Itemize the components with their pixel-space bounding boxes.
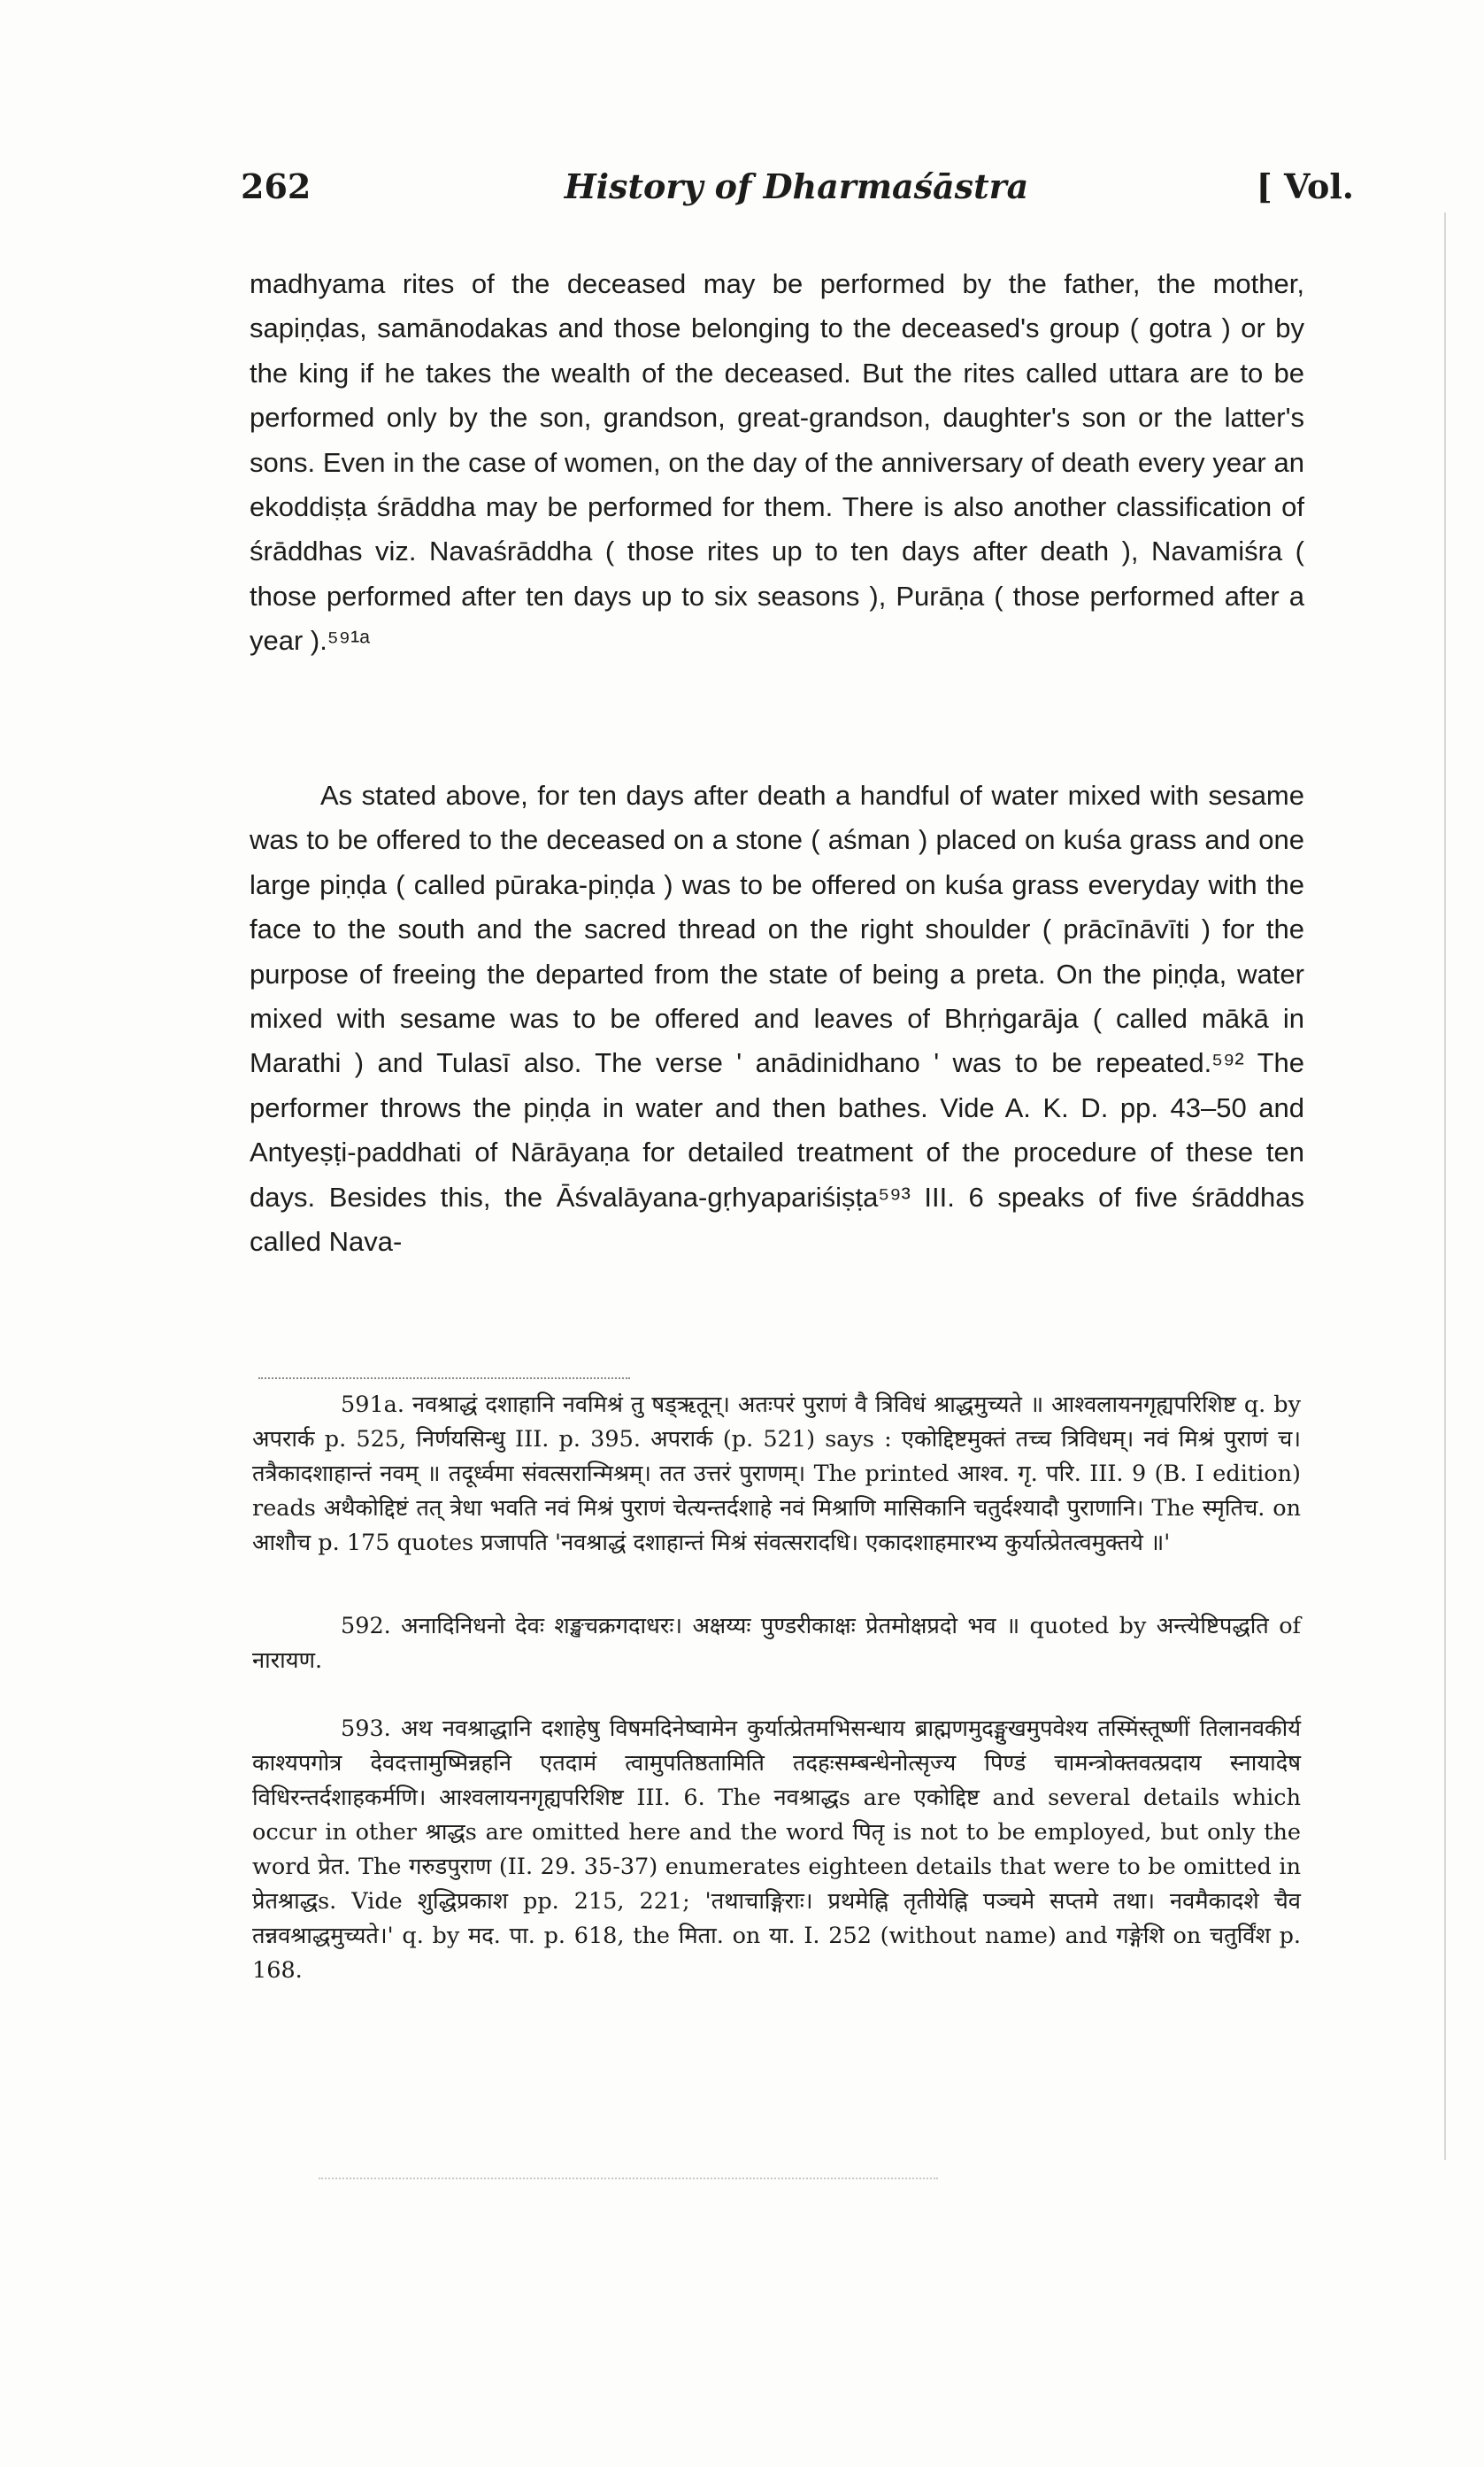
volume-label: [ Vol. [1256,166,1354,206]
scan-margin-shadow [1444,212,1446,2160]
footnote-591a [252,1388,1301,1561]
footnote-text: 592. अनादिनिधनो देवः शङ्खचक्रगदाधरः। अक्षय्यः पुण्डरीकाक्षः प्रेतमोक्षप्रदो भव ॥ quoted by अन्त्येष्टिपद्धति of नारायण. [252,1613,1301,1674]
footnote-592 [252,1609,1301,1678]
scan-specks [319,2178,938,2206]
body-paragraph-1 [250,262,1304,664]
paragraph-text: As stated above, for ten days after death a handful of water mixed with sesame was to be offered to the deceased on a stone ( aśman ) placed on kuśa grass and one large piṇḍa ( called pūraka-piṇḍa ) was to be offered on kuśa grass everyday with the face to the south and the sacred thread on the right shoulder ( prācīnāvīti ) for the purpose of freeing the departed from the state of being a preta. On the piṇḍa, water mixed with sesame was to be offered and leaves of Bhṛṅgarāja ( called mākā in Marathi ) and Tulasī also. The verse ' anādinidhano ' was to be repeated.⁵⁹² The performer throws the piṇḍa in water and then bathes. Vide A. K. D. pp. 43–50 and Antyeṣṭi-paddhati of Nārāyaṇa for detailed treatment of the procedure of these ten days. Besides this, the Āśvalāyana-gṛhyapariśiṣṭa⁵⁹³ III. 6 speaks of five śrāddhas called Nava- [250,780,1304,1258]
paragraph-text: madhyama rites of the deceased may be performed by the father, the mother, sapiṇḍas, samānodakas and those belonging to the deceased's group ( gotra ) or by the king if he takes the wealth of the deceased. But the rites called uttara are to be performed only by the son, grandson, great-grandson, daughter's son or the latter's sons. Even in the case of women, on the day of the anniversary of death every year an ekoddiṣṭa śrāddha may be performed for them. There is also another classification of śrāddhas viz. Navaśrāddha ( those rites up to ten days after death ), Navamiśra ( those performed after ten days up to six seasons ), Purāṇa ( those performed after a year ).⁵⁹¹ᵃ [250,268,1304,657]
footnote-593 [252,1712,1301,1988]
footnote-text: 593. अथ नवश्राद्धानि दशाहेषु विषमदिनेष्वामेन कुर्यात्प्रेतमभिसन्धाय ब्राह्मणमुदङ्मुखमुपवेश्य तस्मिंस्तूष्णीं तिलानवकीर्य काश्यपगोत्र देवदत्तामुष्मिन्नहनि एतदामं त्वामुपतिष्ठतामिति तदहःसम्बन्धेनोत्सृज्य पिण्डं चामन्त्रोक्तवत्प्रदाय स्नायादेष विधिरन्तर्दशाहकर्मणि। आश्वलायनगृह्यपरिशिष्ट III. 6. The नवश्राद्धs are एकोद्दिष्ट and several details which occur in other श्राद्धs are omitted here and the word पितृ is not to be employed, but only the word प्रेत. The गरुडपुराण (II. 29. 35-37) enumerates eighteen details that were to be omitted in प्रेतश्राद्धs. Vide शुद्धिप्रकाश pp. 215, 221; 'तथाचाङ्गिराः। प्रथमेह्नि तृतीयेह्नि पञ्चमे सप्तमे तथा। नवमैकादशे चैव तन्नवश्राद्धमुच्यते।' q. by मद. पा. p. 618, the मिता. on या. I. 252 (without name) and गङ्गेशि on चतुर्विंश p. 168. [252,1715,1301,1984]
running-title: History of Dharmaśāstra [564,166,1029,206]
footnote-separator [258,1377,630,1379]
running-header [239,166,1354,220]
page-number: 262 [241,166,311,206]
footnote-text: 591a. नवश्राद्धं दशाहानि नवमिश्रं तु षड्ऋतून्। अतःपरं पुराणं वै त्रिविधं श्राद्धमुच्यते ॥ आश्वलायनगृह्यपरिशिष्ट q. by अपरार्क p. 525, निर्णयसिन्धु III. p. 395. अपरार्क (p. 521) says : एकोद्दिष्टमुक्तं तच्च त्रिविधम्। नवं मिश्रं पुराणं च। तत्रैकादशाहान्तं नवम् ॥ तदूर्ध्वमा संवत्सरान्मिश्रम्। तत उत्तरं पुराणम्। The printed आश्व. गृ. परि. III. 9 (B. I edition) reads अथैकोद्दिष्टं तत् त्रेधा भवति नवं मिश्रं पुराणं चेत्यन्तर्दशाहे नवं मिश्राणि मासिकानि चतुर्दश्यादौ पुराणानि। The स्मृतिच. on आशौच p. 175 quotes प्रजापति 'नवश्राद्धं दशाहान्तं मिश्रं संवत्सरादधि। एकादशाहमारभ्य कुर्यात्प्रेतत्वमुक्तये ॥' [252,1392,1301,1556]
body-paragraph-2 [250,774,1304,1264]
